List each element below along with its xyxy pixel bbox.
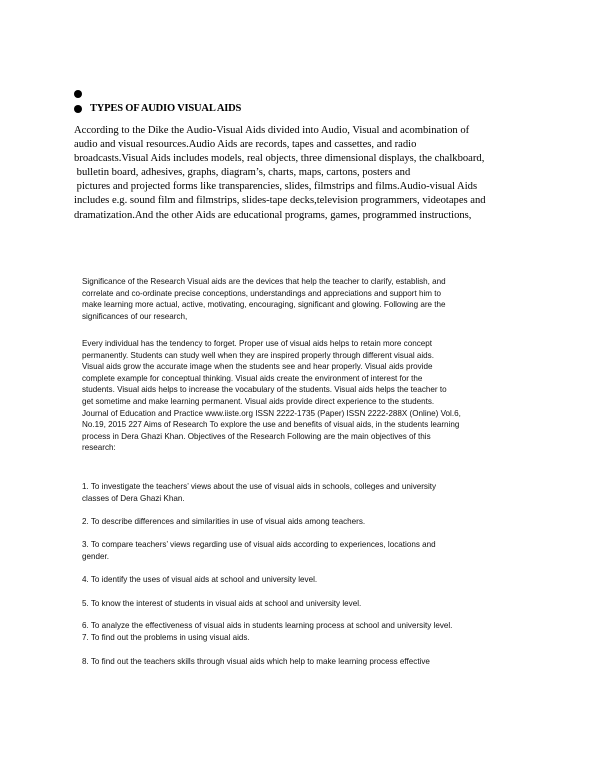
body-line: Journal of Education and Practice www.iiste.org ISSN 2222-1735 (Paper) ISSN 2222-288X (Online) Vol.6,: [82, 408, 461, 418]
intro-line: dramatization.And the other Aids are educational programs, games, programmed instructions,: [74, 209, 472, 221]
objective-5: [82, 598, 542, 610]
intro-line: audio and visual resources.Audio Aids are records, tapes and cassettes, and radio: [74, 139, 417, 151]
significance-line: significances of our research,: [82, 311, 188, 321]
objective-2: [82, 516, 542, 528]
objective-6-7: [82, 620, 542, 643]
significance-line: correlate and co-ordinate precise conceptions, understandings and appreciations and support him to: [82, 288, 442, 298]
objective-line: 5. To know the interest of students in visual aids at school and university level.: [82, 599, 362, 608]
body-line: complete example for conceptual thinking. Visual aids create the environment of interest for the: [82, 373, 423, 383]
significance-paragraph: [82, 276, 542, 322]
section-heading-row: [74, 103, 241, 114]
bullet-icon: [74, 105, 82, 113]
objective-line: 6. To analyze the effectiveness of visual aids in students learning process at school and university level.: [82, 621, 453, 630]
intro-line: pictures and projected forms like transparencies, slides, filmstrips and films.Audio-visual Aids: [74, 181, 478, 193]
objective-line: 7. To find out the problems in using visual aids.: [82, 632, 250, 642]
significance-line: make learning more actual, active, motivating, encouraging, significant and glowing. Following are the: [82, 300, 446, 310]
intro-paragraph: [74, 124, 534, 223]
body-line: research:: [82, 443, 116, 453]
body-line: students. Visual aids helps to increase the vocabulary of the students. Visual aids helps the teacher to: [82, 385, 447, 395]
intro-line: bulletin board, adhesives, graphs, diagram’s, charts, maps, cartons, posters and: [74, 167, 411, 179]
objective-3: [82, 539, 542, 562]
body-line: Visual aids grow the accurate image when the students see and hear properly. Visual aids provide: [82, 362, 433, 372]
objective-8: [82, 656, 542, 668]
objective-line: 2. To describe differences and similarities in use of visual aids among teachers.: [82, 517, 366, 526]
objective-line: gender.: [82, 551, 110, 561]
intro-line: includes e.g. sound film and filmstrips, slides-tape decks,television programmers, videotapes and: [74, 195, 486, 207]
objective-line: classes of Dera Ghazi Khan.: [82, 493, 185, 503]
section-heading: TYPES OF AUDIO VISUAL AIDS: [90, 103, 242, 114]
objective-line: 3. To compare teachers’ views regarding use of visual aids according to experiences, locations and: [82, 540, 436, 549]
significance-line: Significance of the Research Visual aids are the devices that help the teacher to clarify, establish, and: [82, 277, 446, 286]
objective-line: 1. To investigate the teachers’ views about the use of visual aids in schools, colleges and university: [82, 482, 437, 491]
objective-line: 8. To find out the teachers skills through visual aids which help to make learning process effective: [82, 657, 430, 666]
objective-line: 4. To identify the uses of visual aids at school and university level.: [82, 575, 318, 584]
intro-line: broadcasts.Visual Aids includes models, real objects, three dimensional displays, the chalkboard,: [74, 153, 485, 165]
objective-1: [82, 481, 542, 504]
empty-bullet: [74, 90, 82, 98]
bullet-icon: [74, 90, 82, 98]
body-line: No.19, 2015 227 Aims of Research To explore the use and benefits of visual aids, in the students learning: [82, 420, 460, 430]
body-line: get sometime and make learning permanent. Visual aids provide direct experience to the students.: [82, 396, 435, 406]
body-line: permanently. Students can study well when they are inspired properly through different visual aids.: [82, 350, 434, 360]
body-line: process in Dera Ghazi Khan. Objectives of the Research Following are the main objectives of this: [82, 431, 431, 441]
body-line: Every individual has the tendency to forget. Proper use of visual aids helps to retain more concept: [82, 339, 433, 348]
intro-line: According to the Dike the Audio-Visual Aids divided into Audio, Visual and acombination of: [74, 125, 470, 136]
objective-4: [82, 574, 542, 586]
body-paragraph: [82, 338, 542, 454]
